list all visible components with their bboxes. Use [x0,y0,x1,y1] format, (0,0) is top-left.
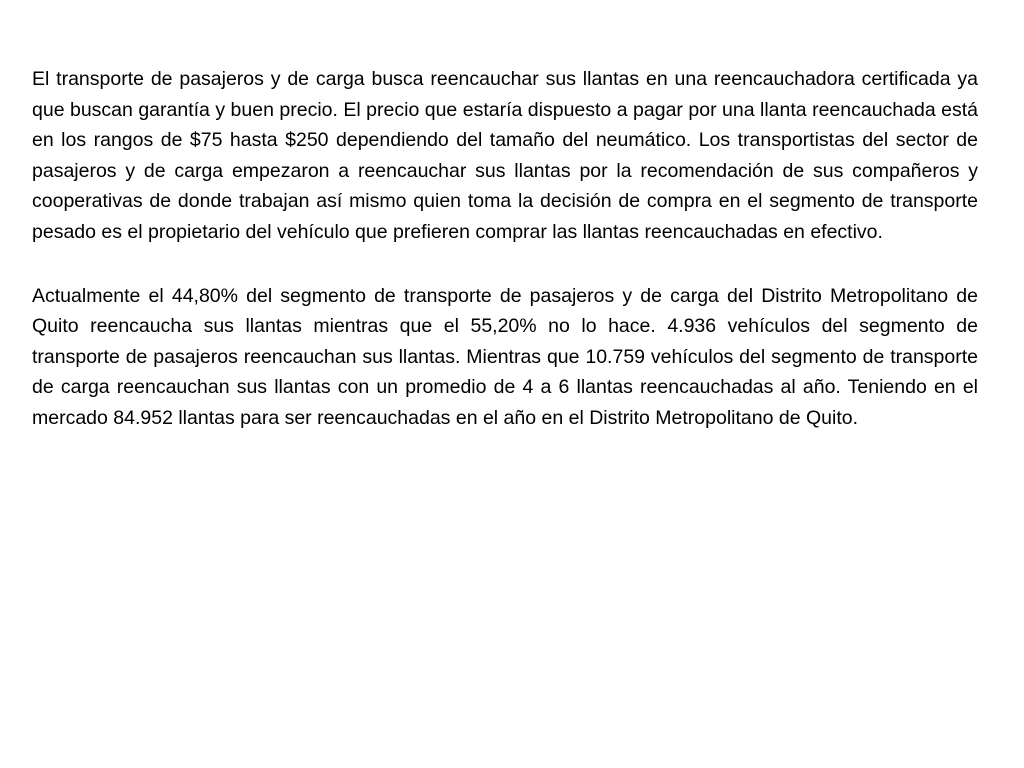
paragraph-retread-demand: El transporte de pasajeros y de carga busca reencauchar sus llantas en una reencauchadora certificada ya que buscan garantía y buen precio. El precio que estaría dispuesto a pagar por una llanta reencauchada está en los rangos de $75 hasta $250 dependiendo del tamaño del neumático. Los transportistas del sector de pasajeros y de carga empezaron a reencauchar sus llantas por la recomendación de sus compañeros y cooperativas de donde trabajan así mismo quien toma la decisión de compra en el segmento de transporte pesado es el propietario del vehículo que prefieren comprar las llantas reencauchadas en efectivo. [32,68,978,243]
paragraph-market-statistics: Actualmente el 44,80% del segmento de transporte de pasajeros y de carga del Distrito Metropolitano de Quito reencaucha sus llantas mientras que el 55,20% no lo hace. 4.936 vehículos del segmento de transporte de pasajeros reencauchan sus llantas. Mientras que 10.759 vehículos del segmento de transporte de carga reencauchan sus llantas con un promedio de 4 a 6 llantas reencauchadas al año. Teniendo en el mercado 84.952 llantas para ser reencauchadas en el año en el Distrito Metropolitano de Quito. [32,284,978,429]
slide-body [32,64,978,434]
